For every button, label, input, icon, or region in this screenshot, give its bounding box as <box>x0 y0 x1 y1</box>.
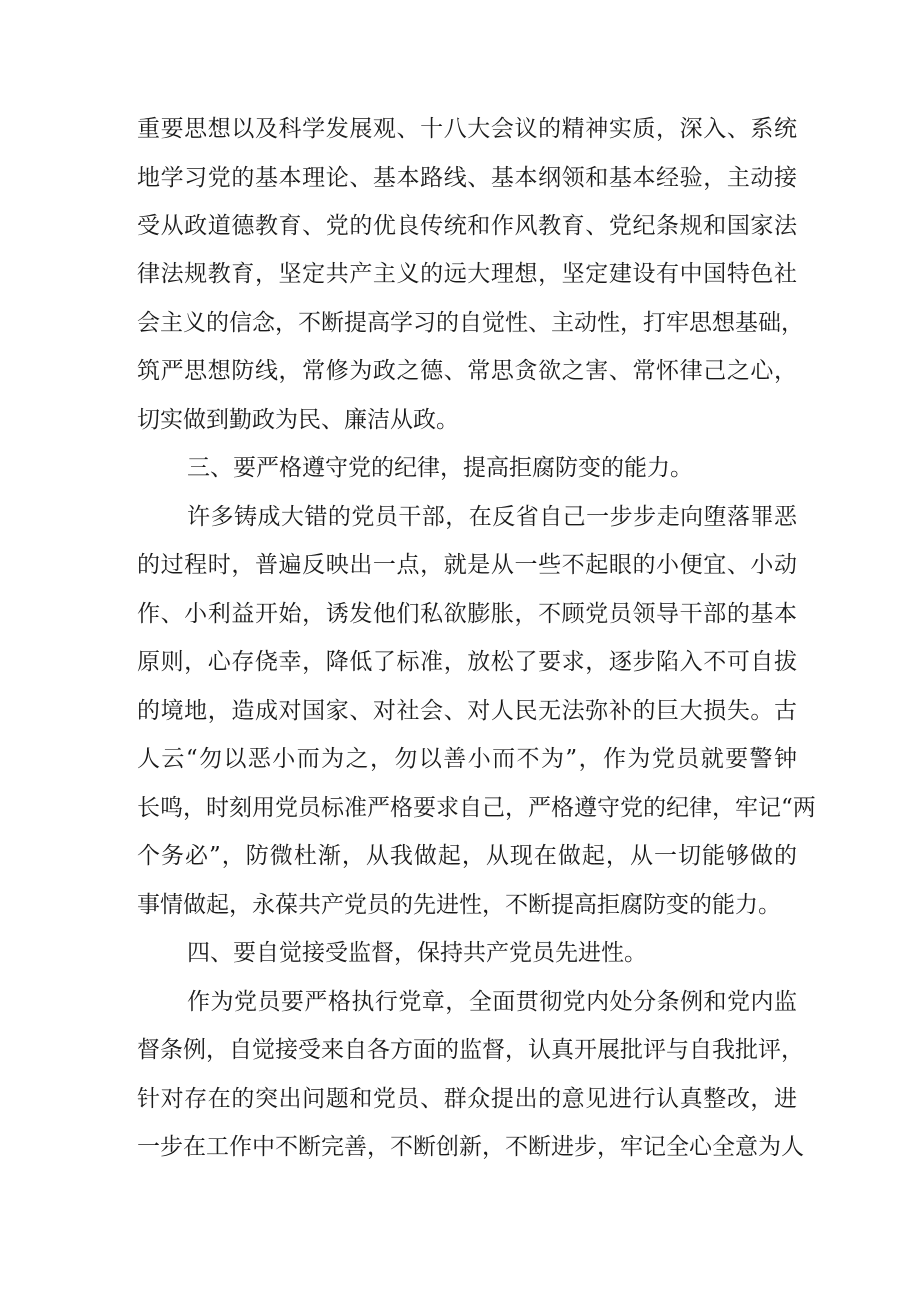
paragraph-2-line-6: 人云“勿以恶小而为之，勿以善小而不为”，作为党员就要警钟 <box>137 746 797 772</box>
paragraph-3-line-2: 督条例，自觉接受来自各方面的监督，认真开展批评与自我批评， <box>137 1037 804 1063</box>
paragraph-3-line-3: 针对存在的突出问题和党员、群众提出的意见进行认真整改，进 <box>137 1086 797 1112</box>
paragraph-1-line-7: 切实做到勤政为民、廉洁从政。 <box>137 407 459 433</box>
paragraph-2-line-7: 长鸣，时刻用党员标准严格要求自己，严格遵守党的纪律，牢记“两 <box>137 795 816 821</box>
paragraph-2-line-5: 的境地，造成对国家、对社会、对人民无法弥补的巨大损失。古 <box>137 698 797 724</box>
paragraph-2-line-1: 许多铸成大错的党员干部，在反省自己一步步走向堕落罪恶 <box>187 504 797 530</box>
paragraph-3-line-1: 作为党员要严格执行党章，全面贯彻党内处分条例和党内监 <box>187 989 797 1015</box>
paragraph-1-line-4: 律法规教育，坚定共产主义的远大理想，坚定建设有中国特色社 <box>137 261 797 287</box>
paragraph-2-line-8: 个务必”，防微杜渐，从我做起，从现在做起，从一切能够做的 <box>137 843 797 869</box>
paragraph-2-line-2: 的过程时，普遍反映出一点，就是从一些不起眼的小便宜、小动 <box>137 552 797 578</box>
paragraph-1-line-2: 地学习党的基本理论、基本路线、基本纲领和基本经验，主动接 <box>137 165 797 191</box>
paragraph-1-line-5: 会主义的信念，不断提高学习的自觉性、主动性，打牢思想基础， <box>137 310 804 336</box>
section-heading-4: 四、要自觉接受监督，保持共产党员先进性。 <box>187 940 647 966</box>
paragraph-3-line-4: 一步在工作中不断完善，不断创新，不断进步，牢记全心全意为人 <box>137 1134 804 1160</box>
paragraph-2-line-3: 作、小利益开始，诱发他们私欲膨胀，不顾党员领导干部的基本 <box>137 601 797 627</box>
paragraph-1-line-6: 筑严思想防线，常修为政之德、常思贪欲之害、常怀律己之心， <box>137 358 797 384</box>
paragraph-2-line-9: 事情做起，永葆共产党员的先进性，不断提高拒腐防变的能力。 <box>137 892 781 918</box>
section-heading-3: 三、要严格遵守党的纪律，提高拒腐防变的能力。 <box>187 455 693 481</box>
paragraph-1-line-3: 受从政道德教育、党的优良传统和作风教育、党纪条规和国家法 <box>137 213 797 239</box>
paragraph-2-line-4: 原则，心存侥幸，降低了标准，放松了要求，逐步陷入不可自拔 <box>137 649 797 675</box>
paragraph-1-line-1: 重要思想以及科学发展观、十八大会议的精神实质，深入、系统 <box>137 116 797 142</box>
